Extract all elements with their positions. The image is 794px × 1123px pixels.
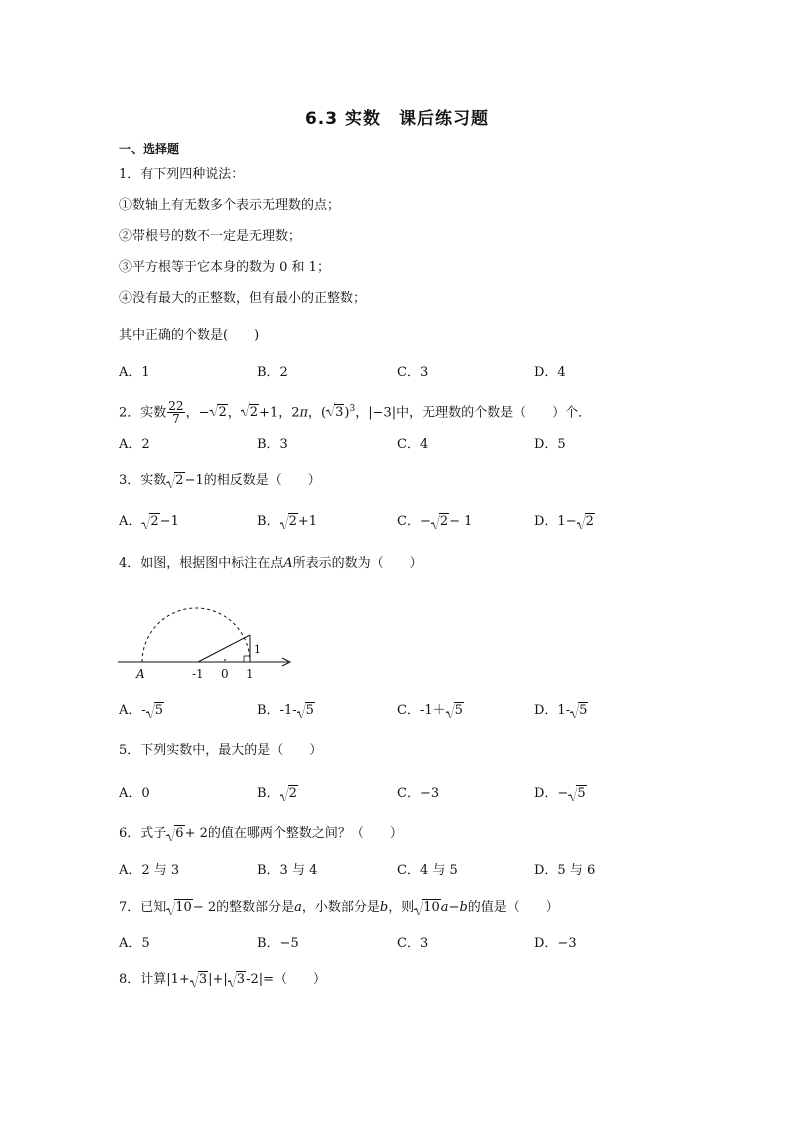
q1-statement-1: ①数轴上有无数多个表示无理数的点； xyxy=(119,198,341,213)
q4-dashed-arc xyxy=(142,608,250,662)
q3-option-d[interactable] xyxy=(534,513,595,531)
q7-var-a: a xyxy=(294,900,302,915)
q7-sqrt-1 xyxy=(166,899,193,917)
q2-sqrt-1-value: 2 xyxy=(218,405,227,421)
q3-d-sqrt xyxy=(577,513,595,531)
q3-d-sqrt-value: 2 xyxy=(585,514,594,529)
q1-statement-4: ④没有最大的正整数，但有最小的正整数； xyxy=(119,291,367,306)
q7-text-1: − 2的整数部分是 xyxy=(192,900,295,915)
q8-stem xyxy=(119,971,326,989)
q3-option-b[interactable] xyxy=(257,513,317,531)
q4-b-sqrt-value: 5 xyxy=(305,703,314,718)
q5-d-sqrt xyxy=(568,785,586,803)
q7-expr-a: a xyxy=(440,900,449,915)
q2-abs: |−3| xyxy=(368,405,397,421)
q8-pre: 8．计算|1+ xyxy=(119,972,190,987)
q8-sqrt-2-value: 3 xyxy=(236,972,246,987)
q2-stem xyxy=(119,396,591,426)
q6-stem xyxy=(119,825,403,843)
q5-d-sqrt-value: 5 xyxy=(577,786,586,801)
q7-option-d[interactable]: D．−3 xyxy=(534,936,577,951)
q2-option-b[interactable]: B．3 xyxy=(257,437,288,452)
q4-b-sqrt xyxy=(297,702,315,720)
q4-b-pre: B．-1- xyxy=(257,703,297,718)
q4-option-c[interactable] xyxy=(397,702,464,720)
q4-c-pre: C．-1＋ xyxy=(397,703,446,718)
q2-pi: π xyxy=(299,405,309,421)
q7-sqrt-2-value: 10 xyxy=(423,900,440,915)
q1-ask: 其中正确的个数是( ) xyxy=(119,328,260,343)
q2-option-d[interactable]: D．5 xyxy=(534,437,566,452)
q7-option-c[interactable]: C．3 xyxy=(397,936,429,951)
q5-options xyxy=(119,785,679,805)
q1-options xyxy=(119,364,679,384)
q3-c-pre: C．− xyxy=(397,514,431,529)
q3-stem xyxy=(119,472,321,490)
q1-statement-2: ②带根号的数不一定是无理数； xyxy=(119,229,302,244)
q1-option-a[interactable]: A．1 xyxy=(119,365,150,380)
q5-option-b[interactable] xyxy=(257,785,298,803)
q6-pre: 6．式子 xyxy=(119,826,167,841)
q4-hypotenuse xyxy=(198,635,250,662)
q5-option-c[interactable]: C．−3 xyxy=(397,786,440,801)
q8-mid: |+| xyxy=(208,972,228,987)
q2-text-6: ， xyxy=(355,405,369,421)
q5-option-a[interactable]: A．0 xyxy=(119,786,150,801)
q2-post: 中，无理数的个数是（ ）个． xyxy=(396,405,592,421)
q3-b-sqrt xyxy=(280,513,298,531)
q6-sqrt-value: 6 xyxy=(175,826,184,841)
q4-a-sqrt xyxy=(146,702,164,720)
q4-option-a[interactable] xyxy=(119,702,164,720)
q2-text-5: ) xyxy=(344,405,350,421)
q4-stem xyxy=(119,555,423,573)
q3-c-sqrt xyxy=(431,513,449,531)
q2-text-4: ，( xyxy=(308,405,327,421)
q6-option-d[interactable]: D．5 与 6 xyxy=(534,863,596,878)
q7-text-3: ，则 xyxy=(388,900,415,915)
q5-b-sqrt-value: 2 xyxy=(288,786,297,801)
q2-sqrt-1 xyxy=(209,400,227,426)
q8-sqrt-2 xyxy=(228,971,246,989)
q7-stem xyxy=(119,899,559,917)
q2-pre: 2．实数 xyxy=(119,405,167,421)
q3-pre: 3．实数 xyxy=(119,473,167,488)
q4-label-neg1: -1 xyxy=(192,667,204,681)
q3-d-pre: D．1− xyxy=(534,514,577,529)
page-title: 6.3 实数 课后练习题 xyxy=(304,109,490,129)
q4-d-sqrt xyxy=(570,702,588,720)
q4-point: A xyxy=(283,556,293,571)
q1-stem: 1．有下列四种说法： xyxy=(119,167,245,182)
q7-var-b: b xyxy=(379,900,389,915)
section-heading: 一、选择题 xyxy=(119,142,180,156)
q2-fraction xyxy=(167,400,184,425)
q2-sqrt-2 xyxy=(241,400,259,426)
q3-options xyxy=(119,513,679,533)
q2-text-1: ，− xyxy=(185,405,210,421)
q6-option-b[interactable]: B．3 与 4 xyxy=(257,863,318,878)
q3-a-sqrt-value: 2 xyxy=(150,514,159,529)
q3-mid: −1的相反数是（ ） xyxy=(184,473,321,488)
q8-sqrt-1 xyxy=(190,971,208,989)
q3-b-pre: B． xyxy=(257,514,280,529)
q7-expr-minus: − xyxy=(448,900,460,915)
q4-option-b[interactable] xyxy=(257,702,315,720)
q7-text-2: ，小数部分是 xyxy=(301,900,380,915)
q7-sqrt-2 xyxy=(414,899,441,917)
q3-option-c[interactable] xyxy=(397,513,472,531)
q2-cube-root-value: 3 xyxy=(335,405,344,421)
q4-label-0: 0 xyxy=(221,667,229,681)
q5-b-sqrt xyxy=(280,785,298,803)
q6-option-a[interactable]: A．2 与 3 xyxy=(119,863,180,878)
q4-option-d[interactable] xyxy=(534,702,588,720)
q4-figure xyxy=(118,588,298,683)
q6-options xyxy=(119,862,679,882)
q2-option-a[interactable]: A．2 xyxy=(119,437,150,452)
q5-option-d[interactable] xyxy=(534,785,587,803)
q4-pre: 4．如图，根据图中标注在点 xyxy=(119,556,284,571)
q7-expr-b: b xyxy=(459,900,468,915)
q2-text-3: +1，2 xyxy=(259,405,300,421)
q3-a-sqrt xyxy=(141,513,159,531)
q4-origin-dot xyxy=(224,659,226,661)
q1-option-d[interactable]: D．4 xyxy=(534,365,566,380)
q7-option-a[interactable]: A．5 xyxy=(119,936,150,951)
q3-c-post: − 1 xyxy=(449,514,473,529)
q4-c-sqrt xyxy=(446,702,464,720)
q4-a-pre: A．- xyxy=(119,703,146,718)
q4-d-sqrt-value: 5 xyxy=(579,703,588,718)
q2-exponent: 3 xyxy=(349,404,356,414)
q4-a-sqrt-value: 5 xyxy=(154,703,164,718)
q3-b-sqrt-value: 2 xyxy=(288,514,297,529)
q2-option-c[interactable]: C．4 xyxy=(397,437,429,452)
q8-post: -2|=（ ） xyxy=(246,972,326,987)
q4-d-pre: D．1- xyxy=(534,703,571,718)
q7-pre: 7．已知 xyxy=(119,900,167,915)
q4-post: 所表示的数为（ ） xyxy=(292,556,423,571)
q1-statement-3: ③平方根等于它本身的数为 0 和 1； xyxy=(119,260,330,275)
q3-sqrt xyxy=(166,472,184,490)
q6-option-c[interactable]: C．4 与 5 xyxy=(397,863,458,878)
q7-post: 的值是（ ） xyxy=(467,900,559,915)
q8-sqrt-1-value: 3 xyxy=(198,972,208,987)
q3-c-sqrt-value: 2 xyxy=(439,514,449,529)
q2-frac-num: 22 xyxy=(168,399,184,414)
q4-label-1: 1 xyxy=(246,667,254,681)
q4-options xyxy=(119,702,679,722)
q3-option-a[interactable] xyxy=(119,513,179,531)
q7-options xyxy=(119,935,679,955)
q2-options xyxy=(119,436,679,456)
q4-label-height: 1 xyxy=(254,643,261,656)
q5-d-pre: D．− xyxy=(534,786,569,801)
q4-right-angle-mark xyxy=(244,656,250,662)
q2-cube-root xyxy=(326,400,344,426)
q3-a-post: −1 xyxy=(159,514,179,529)
q3-b-post: +1 xyxy=(297,514,318,529)
q6-post: + 2的值在哪两个整数之间？（ ） xyxy=(184,826,403,841)
q4-c-sqrt-value: 5 xyxy=(454,703,463,718)
q2-frac-den: 7 xyxy=(172,412,180,427)
q7-option-b[interactable]: B．−5 xyxy=(257,936,299,951)
q1-option-c[interactable]: C．3 xyxy=(397,365,429,380)
q1-option-b[interactable]: B．2 xyxy=(257,365,288,380)
q2-sqrt-2-value: 2 xyxy=(249,405,259,421)
q3-a-pre: A． xyxy=(119,514,142,529)
q3-sqrt-value: 2 xyxy=(175,473,184,488)
q2-text-2: ， xyxy=(227,405,241,421)
q6-sqrt xyxy=(166,825,184,843)
q4-label-a: A xyxy=(136,667,145,681)
q5-stem: 5．下列实数中，最大的是（ ） xyxy=(119,743,323,758)
q5-b-pre: B． xyxy=(257,786,280,801)
q7-sqrt-1-value: 10 xyxy=(175,900,192,915)
